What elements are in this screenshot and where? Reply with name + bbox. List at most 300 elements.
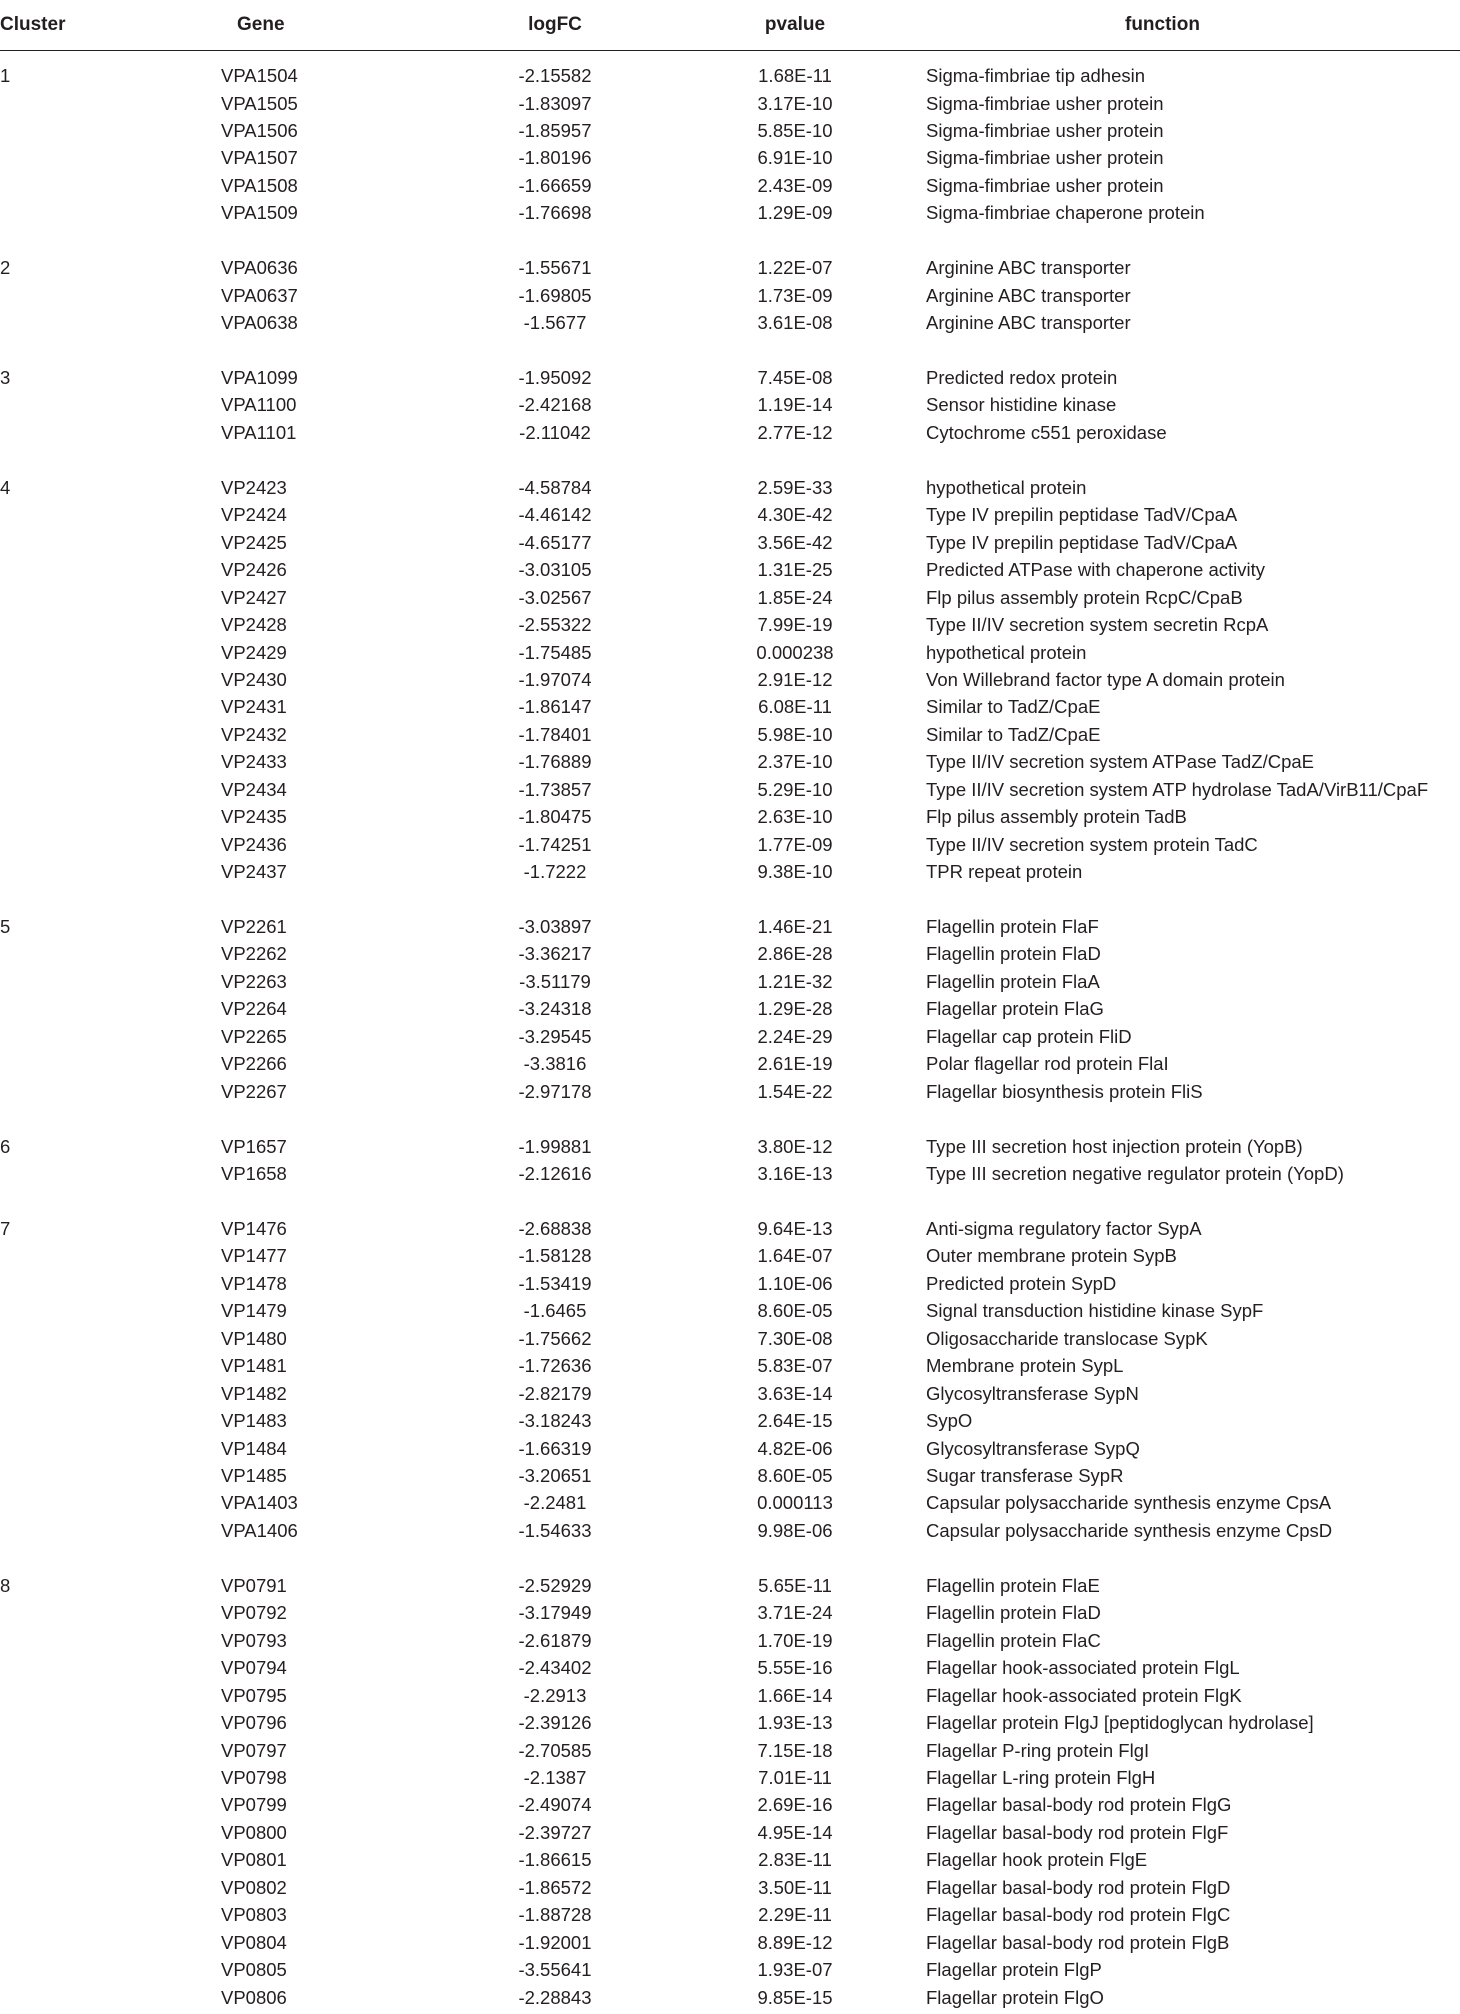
table-row (0, 1822, 1460, 1849)
pvalue-cell: 3.71E-24 (757, 1602, 833, 1624)
gene-cell: VPA1100 (221, 394, 297, 416)
pvalue-cell: 7.99E-19 (757, 614, 833, 635)
logfc-cell: -2.61879 (518, 1629, 592, 1651)
table-row (0, 147, 1460, 174)
logfc-cell: -3.03897 (518, 916, 592, 937)
logfc-cell: -1.53419 (518, 1272, 592, 1294)
table-row (0, 1245, 1460, 1272)
function-cell: Sigma-fimbriae usher protein (926, 119, 1164, 141)
function-cell: Flp pilus assembly protein RcpC/CpaB (926, 586, 1243, 608)
table-row (0, 943, 1460, 970)
logfc-cell: -2.42168 (518, 394, 592, 416)
logfc-cell: -2.68838 (518, 1217, 592, 1239)
gene-cell: VP0806 (221, 1986, 287, 2008)
table-row (0, 587, 1460, 614)
logfc-cell: -4.58784 (518, 476, 592, 498)
logfc-cell: -3.24318 (518, 998, 592, 1020)
logfc-cell: -3.17949 (518, 1602, 592, 1624)
logfc-cell: -1.76698 (518, 202, 592, 224)
table-row (0, 1959, 1460, 1986)
gene-cell: VP2434 (221, 778, 287, 800)
gene-cell: VP2428 (221, 614, 287, 635)
logfc-cell: -2.39126 (518, 1712, 592, 1733)
logfc-cell: -1.86572 (518, 1876, 592, 1898)
gene-cell: VPA1099 (221, 366, 298, 388)
pvalue-cell: 7.30E-08 (757, 1327, 833, 1349)
function-cell: Type II/IV secretion system ATPase TadZ/CpaE (926, 751, 1314, 773)
logfc-cell: -2.97178 (518, 1080, 592, 1102)
function-cell: Flagellar cap protein FliD (926, 1025, 1132, 1047)
function-cell: SypO (926, 1410, 973, 1432)
table-row (0, 1657, 1460, 1684)
table-row (0, 614, 1460, 641)
pvalue-cell: 1.22E-07 (757, 257, 833, 279)
logfc-cell: -1.6465 (523, 1300, 587, 1322)
gene-cell: VP1478 (221, 1272, 287, 1294)
gene-cell: VP1480 (221, 1327, 287, 1349)
logfc-cell: -1.74251 (518, 833, 592, 855)
logfc-cell: -3.20651 (518, 1465, 592, 1486)
table-row (0, 1520, 1460, 1547)
table-row (0, 559, 1460, 586)
gene-cell: VP0801 (221, 1849, 287, 1871)
function-cell: Oligosaccharide translocase SypK (926, 1327, 1208, 1349)
function-cell: Signal transduction histidine kinase SypF (926, 1300, 1264, 1322)
table-row (0, 1163, 1460, 1190)
pvalue-cell: 1.29E-09 (757, 202, 833, 224)
pvalue-cell: 2.37E-10 (757, 751, 833, 773)
table-row (0, 202, 1460, 229)
function-cell: Arginine ABC transporter (926, 284, 1131, 306)
gene-cell: VP2435 (221, 806, 287, 828)
pvalue-cell: 2.83E-11 (758, 1849, 832, 1871)
pvalue-cell: 3.50E-11 (758, 1876, 832, 1898)
logfc-cell: -1.76889 (518, 751, 592, 773)
logfc-cell: -1.80475 (518, 806, 592, 828)
gene-cell: VP2263 (221, 970, 287, 992)
gene-cell: VP2265 (221, 1025, 287, 1047)
gene-cell: VP2424 (221, 504, 287, 526)
gene-cell: VP2430 (221, 668, 287, 690)
gene-cell: VP2267 (221, 1080, 287, 1102)
table-row (0, 422, 1460, 449)
pvalue-cell: 2.64E-15 (757, 1410, 833, 1432)
table-row (0, 724, 1460, 751)
function-cell: Flagellin protein FlaD (926, 943, 1101, 965)
function-cell: Capsular polysaccharide synthesis enzyme CpsD (926, 1519, 1333, 1541)
logfc-cell: -1.73857 (518, 778, 592, 800)
logfc-cell: -1.97074 (518, 668, 592, 690)
table-row (0, 367, 1460, 394)
function-cell: Flagellar protein FlgJ [peptidoglycan hydrolase] (926, 1712, 1314, 1733)
pvalue-cell: 7.45E-08 (757, 366, 833, 388)
table-row (0, 1575, 1460, 1602)
cluster-cell: 3 (0, 366, 11, 388)
pvalue-cell: 2.61E-19 (757, 1053, 833, 1075)
logfc-cell: -2.39727 (518, 1821, 592, 1843)
gene-cell: VP0805 (221, 1959, 287, 1981)
table-row (0, 779, 1460, 806)
logfc-cell: -2.12616 (518, 1163, 592, 1184)
gene-cell: VP1477 (221, 1245, 287, 1267)
function-cell: Glycosyltransferase SypN (926, 1382, 1139, 1404)
table-row (0, 1849, 1460, 1876)
table-row (0, 1300, 1460, 1327)
function-cell: Sigma-fimbriae usher protein (926, 174, 1164, 196)
table-row (0, 1383, 1460, 1410)
function-cell: Predicted ATPase with chaperone activity (926, 559, 1265, 581)
gene-cell: VP2429 (221, 641, 287, 663)
pvalue-cell: 7.15E-18 (757, 1739, 833, 1761)
table-row (0, 532, 1460, 559)
function-cell: Flagellin protein FlaF (926, 916, 1099, 937)
header-logfc: logFC (528, 14, 582, 35)
logfc-cell: -1.86615 (518, 1849, 592, 1871)
function-cell: TPR repeat protein (926, 861, 1083, 883)
gene-cell: VP2436 (221, 833, 287, 855)
table-row (0, 834, 1460, 861)
pvalue-cell: 1.73E-09 (757, 284, 833, 306)
logfc-cell: -1.69805 (518, 284, 592, 306)
logfc-cell: -3.51179 (519, 970, 591, 992)
pvalue-cell: 2.24E-29 (757, 1025, 833, 1047)
header-gene: Gene (237, 14, 285, 35)
logfc-cell: -3.02567 (518, 586, 592, 608)
function-cell: Flagellin protein FlaA (926, 970, 1100, 992)
function-cell: Type II/IV secretion system ATP hydrolase TadA/VirB11/CpaF (926, 778, 1429, 800)
pvalue-cell: 2.77E-12 (757, 421, 833, 443)
table-row (0, 257, 1460, 284)
logfc-cell: -3.36217 (518, 943, 592, 965)
gene-cell: VPA1506 (221, 119, 298, 141)
table-row (0, 477, 1460, 504)
logfc-cell: -2.15582 (518, 65, 592, 86)
function-cell: Type III secretion host injection protein (YopB) (926, 1135, 1303, 1157)
table-row (0, 806, 1460, 833)
pvalue-cell: 1.29E-28 (757, 998, 833, 1020)
table-row (0, 504, 1460, 531)
pvalue-cell: 3.16E-13 (757, 1163, 833, 1184)
cluster-cell: 6 (0, 1135, 11, 1157)
pvalue-cell: 2.91E-12 (757, 668, 833, 690)
logfc-cell: -1.54633 (518, 1519, 592, 1541)
logfc-cell: -4.65177 (518, 531, 592, 553)
function-cell: Glycosyltransferase SypQ (926, 1437, 1140, 1459)
table-row (0, 1218, 1460, 1245)
function-cell: Flagellar hook-associated protein FlgK (926, 1684, 1242, 1706)
table-row (0, 1136, 1460, 1163)
pvalue-cell: 3.63E-14 (757, 1382, 833, 1404)
pvalue-cell: 6.91E-10 (757, 147, 833, 169)
pvalue-cell: 8.60E-05 (757, 1300, 833, 1322)
table-row (0, 1492, 1460, 1519)
gene-cell: VP1482 (221, 1382, 287, 1404)
gene-cell: VP1476 (221, 1217, 287, 1239)
pvalue-cell: 9.64E-13 (757, 1217, 833, 1239)
logfc-cell: -2.49074 (518, 1794, 592, 1816)
pvalue-cell: 1.21E-32 (757, 970, 833, 992)
gene-cell: VPA1101 (221, 421, 297, 443)
table-row (0, 312, 1460, 339)
function-cell: Membrane protein SypL (926, 1355, 1124, 1377)
gene-cell: VPA0638 (221, 312, 298, 333)
gene-cell: VP1481 (221, 1355, 287, 1377)
logfc-cell: -2.2913 (523, 1684, 587, 1706)
logfc-cell: -3.3816 (523, 1053, 587, 1075)
gene-cell: VP0793 (221, 1629, 287, 1651)
gene-cell: VPA1508 (221, 174, 298, 196)
pvalue-cell: 1.93E-13 (757, 1712, 833, 1733)
pvalue-cell: 8.60E-05 (757, 1465, 833, 1486)
pvalue-cell: 2.86E-28 (757, 943, 833, 965)
table-row (0, 1328, 1460, 1355)
gene-cell: VP2432 (221, 723, 287, 745)
function-cell: Similar to TadZ/CpaE (926, 723, 1101, 745)
logfc-cell: -3.18243 (518, 1410, 592, 1432)
function-cell: Flagellar hook-associated protein FlgL (926, 1657, 1240, 1679)
table-row (0, 669, 1460, 696)
logfc-cell: -1.58128 (518, 1245, 592, 1267)
table-row (0, 1987, 1460, 2014)
pvalue-cell: 1.68E-11 (758, 65, 832, 86)
pvalue-cell: 1.54E-22 (757, 1080, 833, 1102)
gene-cell: VP2433 (221, 751, 287, 773)
table-row (0, 1712, 1460, 1739)
pvalue-cell: 1.66E-14 (757, 1684, 833, 1706)
function-cell: Similar to TadZ/CpaE (926, 696, 1101, 718)
table-row (0, 1794, 1460, 1821)
gene-cell: VP0802 (221, 1876, 287, 1898)
table-row (0, 1026, 1460, 1053)
gene-cell: VPA1504 (221, 65, 298, 86)
gene-cell: VP0794 (221, 1657, 287, 1679)
function-cell: Type IV prepilin peptidase TadV/CpaA (926, 531, 1238, 553)
logfc-cell: -2.28843 (518, 1986, 592, 2008)
table-row (0, 175, 1460, 202)
gene-cell: VP1657 (221, 1135, 287, 1157)
function-cell: Flagellar basal-body rod protein FlgC (926, 1904, 1231, 1926)
logfc-cell: -3.03105 (518, 559, 592, 581)
gene-cell: VP2425 (221, 531, 287, 553)
logfc-cell: -1.85957 (518, 119, 592, 141)
table-row (0, 1410, 1460, 1437)
function-cell: Flp pilus assembly protein TadB (926, 806, 1187, 828)
table-row (0, 642, 1460, 669)
function-cell: Von Willebrand factor type A domain protein (926, 668, 1285, 690)
function-cell: Arginine ABC transporter (926, 312, 1131, 333)
cluster-cell: 2 (0, 257, 11, 279)
logfc-cell: -1.83097 (518, 92, 592, 114)
logfc-cell: -1.72636 (518, 1355, 592, 1377)
pvalue-cell: 8.89E-12 (757, 1931, 833, 1953)
function-cell: Flagellar biosynthesis protein FliS (926, 1080, 1203, 1102)
function-cell: Sensor histidine kinase (926, 394, 1117, 416)
function-cell: Anti-sigma regulatory factor SypA (926, 1217, 1202, 1239)
function-cell: Flagellar protein FlgP (926, 1959, 1102, 1981)
table-row (0, 916, 1460, 943)
table-row (0, 1904, 1460, 1931)
logfc-cell: -2.55322 (518, 614, 592, 635)
gene-cell: VP0798 (221, 1766, 287, 1788)
header-function: function (1125, 14, 1200, 35)
cluster-cell: 1 (0, 65, 11, 86)
gene-cell: VPA1505 (221, 92, 298, 114)
gene-cell: VP0800 (221, 1821, 287, 1843)
pvalue-cell: 1.31E-25 (757, 559, 833, 581)
gene-cell: VP0792 (221, 1602, 287, 1624)
gene-cell: VP0796 (221, 1712, 287, 1733)
pvalue-cell: 2.69E-16 (757, 1794, 833, 1816)
pvalue-cell: 1.70E-19 (757, 1629, 833, 1651)
cluster-cell: 5 (0, 916, 11, 937)
function-cell: Flagellar protein FlgO (926, 1986, 1104, 2008)
logfc-cell: -1.75485 (518, 641, 592, 663)
logfc-cell: -1.5677 (523, 312, 587, 333)
gene-cell: VPA0637 (221, 284, 298, 306)
table-row (0, 1877, 1460, 1904)
table-row (0, 1053, 1460, 1080)
table-row (0, 120, 1460, 147)
pvalue-cell: 2.63E-10 (757, 806, 833, 828)
table-row (0, 1630, 1460, 1657)
table-row (0, 861, 1460, 888)
function-cell: Flagellar P-ring protein FlgI (926, 1739, 1150, 1761)
table-row (0, 1438, 1460, 1465)
gene-cell: VPA0636 (221, 257, 298, 279)
logfc-cell: -1.66319 (518, 1437, 592, 1459)
pvalue-cell: 6.08E-11 (758, 696, 832, 718)
logfc-cell: -4.46142 (518, 504, 592, 526)
table-row (0, 1273, 1460, 1300)
pvalue-cell: 0.000113 (757, 1492, 833, 1514)
logfc-cell: -2.82179 (518, 1382, 592, 1404)
function-cell: Type II/IV secretion system protein TadC (926, 833, 1258, 855)
gene-cell: VPA1403 (221, 1492, 298, 1514)
function-cell: Flagellin protein FlaD (926, 1602, 1101, 1624)
gene-cell: VP2426 (221, 559, 287, 581)
header-pvalue: pvalue (764, 14, 826, 35)
logfc-cell: -2.2481 (523, 1492, 587, 1514)
gene-cell: VPA1406 (221, 1519, 298, 1541)
function-cell: Flagellar basal-body rod protein FlgG (926, 1794, 1232, 1816)
gene-cell: VP2266 (221, 1053, 287, 1075)
logfc-cell: -1.78401 (518, 723, 592, 745)
logfc-cell: -1.75662 (518, 1327, 592, 1349)
pvalue-cell: 5.85E-10 (757, 119, 833, 141)
gene-cell: VPA1509 (221, 202, 298, 224)
pvalue-cell: 2.43E-09 (757, 174, 833, 196)
function-cell: Capsular polysaccharide synthesis enzyme CpsA (926, 1492, 1332, 1514)
pvalue-cell: 2.29E-11 (758, 1904, 832, 1926)
table-row (0, 1740, 1460, 1767)
pvalue-cell: 5.98E-10 (757, 723, 833, 745)
function-cell: hypothetical protein (926, 476, 1087, 498)
function-cell: Predicted redox protein (926, 366, 1118, 388)
table-row (0, 1602, 1460, 1629)
function-cell: Flagellin protein FlaC (926, 1629, 1101, 1651)
logfc-cell: -1.86147 (518, 696, 592, 718)
function-cell: Type IV prepilin peptidase TadV/CpaA (926, 504, 1238, 526)
logfc-cell: -1.55671 (518, 257, 592, 279)
logfc-cell: -2.70585 (518, 1739, 592, 1761)
pvalue-cell: 5.29E-10 (757, 778, 833, 800)
gene-cell: VP0804 (221, 1931, 287, 1953)
pvalue-cell: 4.30E-42 (757, 504, 833, 526)
gene-cell: VP2427 (221, 586, 287, 608)
logfc-cell: -1.95092 (518, 366, 592, 388)
pvalue-cell: 5.83E-07 (757, 1355, 833, 1377)
gene-cell: VP1658 (221, 1163, 287, 1184)
pvalue-cell: 1.46E-21 (757, 916, 833, 937)
pvalue-cell: 3.80E-12 (757, 1135, 833, 1157)
pvalue-cell: 1.77E-09 (757, 833, 833, 855)
gene-cell: VP2261 (221, 916, 287, 937)
gene-cell: VP0791 (221, 1574, 287, 1596)
header-cluster: Cluster (0, 14, 66, 35)
logfc-cell: -2.1387 (523, 1766, 587, 1788)
cluster-cell: 7 (0, 1217, 11, 1239)
table-row (0, 394, 1460, 421)
function-cell: Type II/IV secretion system secretin RcpA (926, 614, 1269, 635)
logfc-cell: -2.52929 (518, 1574, 592, 1596)
table-row (0, 1355, 1460, 1382)
pvalue-cell: 4.95E-14 (757, 1821, 833, 1843)
function-cell: Flagellar hook protein FlgE (926, 1849, 1148, 1871)
function-cell: Sigma-fimbriae usher protein (926, 147, 1164, 169)
function-cell: Sigma-fimbriae usher protein (926, 92, 1164, 114)
table-row (0, 998, 1460, 1025)
gene-cell: VP2262 (221, 943, 287, 965)
logfc-cell: -3.29545 (518, 1025, 592, 1047)
pvalue-cell: 4.82E-06 (757, 1437, 833, 1459)
logfc-cell: -1.92001 (518, 1931, 592, 1953)
pvalue-cell: 3.56E-42 (757, 531, 833, 553)
pvalue-cell: 7.01E-11 (758, 1766, 832, 1788)
function-cell: Flagellar basal-body rod protein FlgB (926, 1931, 1230, 1953)
logfc-cell: -1.7222 (523, 861, 587, 883)
function-cell: Flagellar L-ring protein FlgH (926, 1766, 1156, 1788)
logfc-cell: -1.88728 (518, 1904, 592, 1926)
pvalue-cell: 1.85E-24 (757, 586, 833, 608)
pvalue-cell: 0.000238 (756, 641, 834, 663)
function-cell: Flagellin protein FlaE (926, 1574, 1100, 1596)
function-cell: Flagellar basal-body rod protein FlgD (926, 1876, 1231, 1898)
function-cell: Sigma-fimbriae chaperone protein (926, 202, 1205, 224)
pvalue-cell: 3.61E-08 (757, 312, 833, 333)
pvalue-cell: 9.38E-10 (757, 861, 833, 883)
pvalue-cell: 1.93E-07 (757, 1959, 833, 1981)
pvalue-cell: 2.59E-33 (757, 476, 833, 498)
pvalue-cell: 9.85E-15 (757, 1986, 833, 2008)
function-cell: hypothetical protein (926, 641, 1087, 663)
logfc-cell: -2.11042 (519, 421, 591, 443)
table-row (0, 285, 1460, 312)
pvalue-cell: 9.98E-06 (757, 1519, 833, 1541)
gene-cell: VP2437 (221, 861, 287, 883)
table-row (0, 1081, 1460, 1108)
gene-cell: VP0803 (221, 1904, 287, 1926)
gene-cell: VP2423 (221, 476, 287, 498)
gene-cell: VP1485 (221, 1465, 287, 1486)
function-cell: Arginine ABC transporter (926, 257, 1131, 279)
function-cell: Outer membrane protein SypB (926, 1245, 1177, 1267)
gene-cell: VP0797 (221, 1739, 287, 1761)
function-cell: Flagellar protein FlaG (926, 998, 1104, 1020)
table-row (0, 696, 1460, 723)
function-cell: Flagellar basal-body rod protein FlgF (926, 1821, 1229, 1843)
pvalue-cell: 3.17E-10 (757, 92, 833, 114)
pvalue-cell: 1.19E-14 (757, 394, 833, 416)
